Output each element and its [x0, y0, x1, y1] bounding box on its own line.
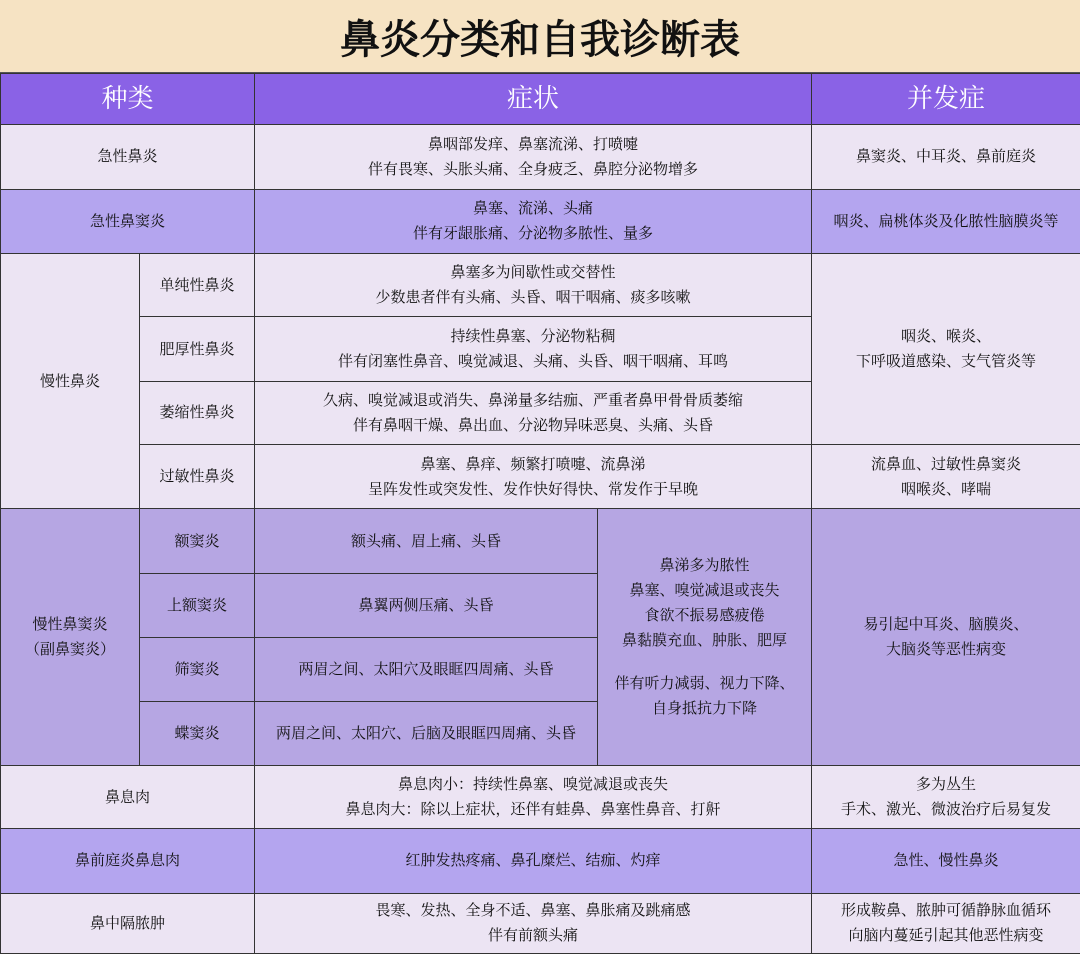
symptoms-cell: 红肿发热疼痛、鼻孔糜烂、结痂、灼痒	[255, 829, 812, 893]
complication-line: 手术、激光、微波治疗后易复发	[841, 800, 1052, 819]
symptom-line: 伴有闭塞性鼻音、嗅觉减退、头痛、头昏、咽干咽痛、耳鸣	[338, 352, 729, 371]
symptom-line: 鼻咽部发痒、鼻塞流涕、打喷嚏	[428, 134, 639, 153]
subtype-cell: 蝶窦炎	[140, 701, 255, 765]
complications-cell	[812, 509, 1080, 765]
rhinitis-table	[0, 73, 1080, 954]
header-symptoms: 症状	[255, 74, 812, 125]
subtype-cell: 萎缩性鼻炎	[140, 381, 255, 444]
symptoms-cell: 两眉之间、太阳穴及眼眶四周痛、头昏	[255, 638, 598, 701]
symptoms-cell	[255, 189, 812, 253]
shared-symptoms-cell	[598, 509, 812, 765]
symptom-line: 鼻塞多为间歇性或交替性	[450, 263, 616, 282]
complications-cell	[812, 445, 1080, 509]
complications-cell: 鼻窦炎、中耳炎、鼻前庭炎	[812, 125, 1080, 189]
symptom-line: 鼻涕多为脓性	[659, 556, 750, 575]
symptom-line: 鼻息肉小：持续性鼻塞、嗅觉减退或丧失	[398, 775, 669, 794]
subtype-cell: 过敏性鼻炎	[140, 445, 255, 509]
symptom-line: 伴有牙龈胀痛、分泌物多脓性、量多	[413, 224, 654, 243]
complication-line: 向脑内蔓延引起其他恶性病变	[848, 926, 1044, 945]
symptom-line: 鼻黏膜充血、肿胀、肥厚	[622, 631, 788, 650]
symptom-line: 伴有听力减弱、视力下降、	[614, 674, 795, 693]
complications-cell	[812, 254, 1080, 445]
symptom-line: 鼻塞、鼻痒、频繁打喷嚏、流鼻涕	[420, 454, 646, 473]
symptoms-cell	[255, 381, 812, 444]
subtype-cell: 额窦炎	[140, 509, 255, 573]
type-cell: 慢性鼻炎	[1, 254, 140, 509]
table-row	[1, 254, 1080, 317]
header-type: 种类	[1, 74, 255, 125]
complication-line: 形成鞍鼻、脓肿可循静脉血循环	[841, 901, 1052, 920]
table-row	[1, 893, 1080, 953]
header-complications: 并发症	[812, 74, 1080, 125]
type-cell: 鼻前庭炎鼻息肉	[1, 829, 255, 893]
symptom-line: 久病、嗅觉减退或消失、鼻涕量多结痂、严重者鼻甲骨骨质萎缩	[323, 390, 744, 409]
type-cell: 急性鼻窦炎	[1, 189, 255, 253]
symptom-line: 鼻息肉大：除以上症状，还伴有蛙鼻、鼻塞性鼻音、打鼾	[345, 800, 721, 819]
symptoms-cell	[255, 254, 812, 317]
complication-line: 多为丛生	[916, 775, 977, 794]
complication-line: 易引起中耳炎、脑膜炎、	[863, 615, 1029, 634]
symptom-line: 持续性鼻塞、分泌物粘稠	[450, 327, 616, 346]
table-row	[1, 829, 1080, 893]
symptoms-cell: 鼻翼两侧压痛、头昏	[255, 573, 598, 637]
type-line: （副鼻窦炎）	[24, 640, 115, 659]
complications-cell	[812, 893, 1080, 953]
complications-cell	[812, 765, 1080, 828]
complication-line: 流鼻血、过敏性鼻窦炎	[871, 454, 1022, 473]
symptom-line: 自身抵抗力下降	[652, 699, 758, 718]
table-row	[1, 189, 1080, 253]
symptoms-cell	[255, 445, 812, 509]
spacer	[602, 653, 807, 671]
table-row	[1, 509, 1080, 573]
symptoms-cell	[255, 125, 812, 189]
page-title: 鼻炎分类和自我诊断表	[0, 0, 1080, 73]
symptom-line: 畏寒、发热、全身不适、鼻塞、鼻胀痛及跳痛感	[375, 901, 691, 920]
symptoms-cell	[255, 317, 812, 381]
complication-line: 咽炎、喉炎、	[901, 327, 992, 346]
table-row	[1, 445, 1080, 509]
subtype-cell: 筛窦炎	[140, 638, 255, 701]
type-cell: 鼻中隔脓肿	[1, 893, 255, 953]
complication-line: 下呼吸道感染、支气管炎等	[856, 352, 1037, 371]
symptoms-cell	[255, 893, 812, 953]
symptom-line: 呈阵发性或突发性、发作快好得快、常发作于早晚	[368, 479, 699, 498]
symptom-line: 伴有畏寒、头胀头痛、全身疲乏、鼻腔分泌物增多	[368, 159, 699, 178]
type-cell	[1, 509, 140, 765]
complications-cell: 咽炎、扁桃体炎及化脓性脑膜炎等	[812, 189, 1080, 253]
subtype-cell: 肥厚性鼻炎	[140, 317, 255, 381]
symptom-line: 少数患者伴有头痛、头昏、咽干咽痛、痰多咳嗽	[375, 288, 691, 307]
complication-line: 大脑炎等恶性病变	[886, 640, 1007, 659]
subtype-cell: 上额窦炎	[140, 573, 255, 637]
table-row	[1, 765, 1080, 828]
symptom-line: 伴有鼻咽干燥、鼻出血、分泌物异味恶臭、头痛、头昏	[353, 415, 714, 434]
symptom-line: 伴有前额头痛	[488, 926, 579, 945]
type-cell: 鼻息肉	[1, 765, 255, 828]
type-line: 慢性鼻窦炎	[32, 615, 108, 634]
table-row	[1, 125, 1080, 189]
symptom-line: 鼻塞、流涕、头痛	[473, 199, 594, 218]
complication-line: 咽喉炎、哮喘	[901, 479, 992, 498]
complications-cell: 急性、慢性鼻炎	[812, 829, 1080, 893]
type-cell: 急性鼻炎	[1, 125, 255, 189]
symptoms-cell	[255, 765, 812, 828]
symptom-line: 食欲不振易感疲倦	[644, 606, 765, 625]
symptoms-cell: 额头痛、眉上痛、头昏	[255, 509, 598, 573]
subtype-cell: 单纯性鼻炎	[140, 254, 255, 317]
symptom-line: 鼻塞、嗅觉减退或丧失	[629, 581, 780, 600]
symptoms-cell: 两眉之间、太阳穴、后脑及眼眶四周痛、头昏	[255, 701, 598, 765]
header-row	[1, 74, 1080, 125]
